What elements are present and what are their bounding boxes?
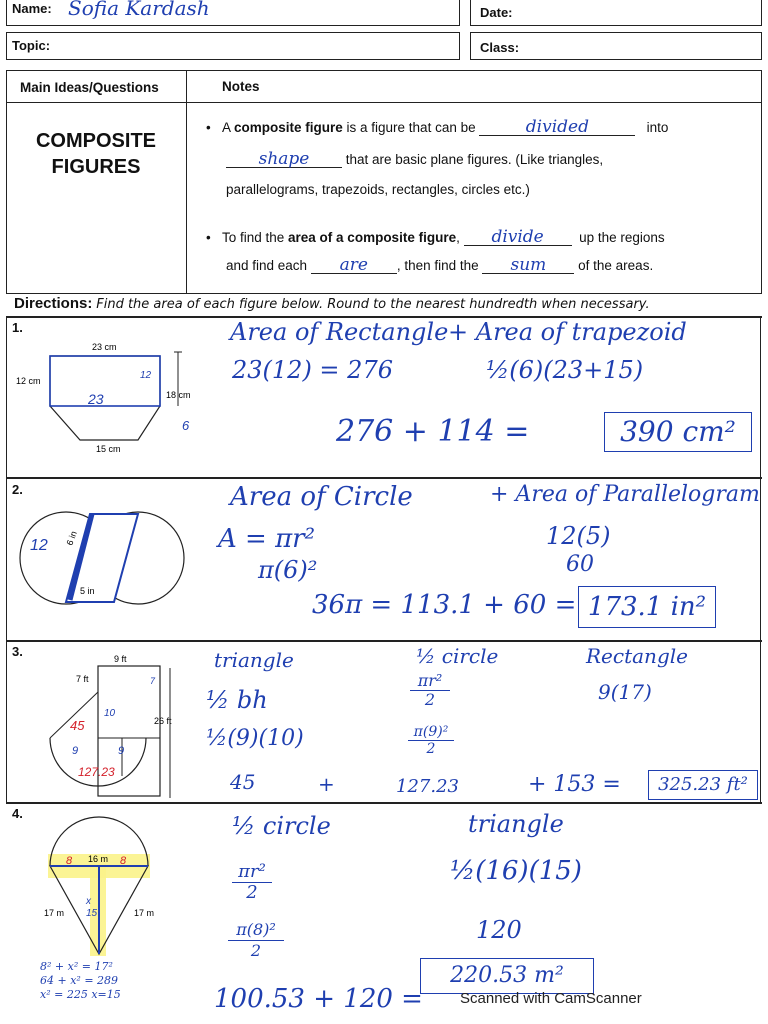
p3-hw9a: 9 [72, 745, 79, 757]
problem-4-number: 4. [12, 806, 23, 821]
p4-hw8a: 8 [66, 855, 73, 867]
p3-left-label: 7 ft [76, 674, 89, 684]
directions-text: Find the area of each figure below. Round to the nearest hundredth when necessary. [96, 297, 650, 312]
blank-divide: divide [464, 229, 572, 246]
p2-work-l1a: A = πr² [218, 524, 316, 554]
p3-work-h2: ½ circle [416, 644, 499, 668]
directions [14, 295, 650, 312]
p3-hw127: 127.23 [78, 765, 115, 779]
p2-work-l2b: 60 [566, 552, 594, 577]
divider-1-2 [6, 477, 762, 479]
p1-answer: 390 cm² [604, 412, 752, 452]
p3-work-c3: 127.23 [396, 776, 459, 797]
p2-work-l1b: 12(5) [546, 522, 611, 550]
p3-top-label: 9 ft [114, 654, 127, 664]
blank-divided: divided [479, 119, 635, 136]
p3-hw45: 45 [70, 718, 85, 733]
name-value: Sofia Kardash [68, 0, 210, 20]
p1-work-sum: 276 + 114 = [336, 414, 530, 449]
p1-work-l1a: 23(12) = 276 [232, 356, 393, 384]
p4-work-sum: 100.53 + 120 = [214, 984, 423, 1014]
p4-work-c1: πr² 2 [232, 862, 272, 903]
section-title-line1: COMPOSITE [35, 130, 156, 152]
p1-work-h2: + Area of trapezoid [448, 318, 687, 346]
p2-work-h1: Area of Circle [230, 482, 413, 512]
name-label: Name: [12, 1, 52, 16]
p3-work-plus: + [318, 772, 335, 796]
p4-hw15: 15 [86, 908, 98, 919]
problem-1-figure [10, 340, 210, 460]
right-border [760, 316, 761, 802]
p3-work-sum: + 153 = [528, 772, 621, 797]
problem-2-figure [10, 500, 210, 620]
p4-work-c2: π(8)² 2 [228, 920, 284, 961]
class-label: Class: [480, 40, 520, 55]
left-border [6, 316, 7, 802]
divider-3-4 [6, 802, 762, 804]
p2-work-h2: + Area of Parallelogram [490, 482, 760, 507]
p3-right-label: 26 ft [154, 716, 172, 726]
topic-box [6, 32, 460, 60]
p1-right-label: 18 cm [166, 390, 191, 400]
p1-bottom-label: 15 cm [96, 444, 121, 454]
p2-work-sum: 36π = 113.1 + 60 = [312, 590, 577, 620]
p2-hw12: 12 [30, 537, 48, 554]
p1-hw-side: 12 [140, 370, 152, 381]
p2-five-label: 5 in [80, 586, 95, 596]
blank-shape: shape [226, 151, 342, 168]
camscanner-watermark: Scanned with CamScanner [460, 990, 642, 1007]
section-title [6, 128, 186, 180]
topic-label: Topic: [12, 38, 51, 53]
p4-hw8b: 8 [120, 855, 127, 867]
notes-header: Notes [222, 79, 260, 94]
problem-3-figure [10, 650, 210, 800]
p1-hw-mid: 23 [88, 391, 104, 407]
p3-work-t1: ½ bh [206, 686, 268, 714]
p3-work-t3: 45 [230, 770, 256, 794]
p3-work-c2: π(9)² 2 [408, 724, 454, 757]
p4-work-h2: triangle [468, 810, 564, 838]
p4-hwx: x [86, 896, 91, 907]
problem-2-number: 2. [12, 482, 23, 497]
directions-label: Directions: [14, 295, 93, 312]
p3-work-c1: πr² 2 [410, 672, 450, 709]
p4-work-t1: ½(16)(15) [450, 856, 582, 886]
p4-top-label: 16 m [88, 854, 109, 864]
header-row-divider [6, 102, 762, 103]
p4-side-work: 8² + x² = 17² 64 + x² = 289 x² = 225 x=15 [40, 960, 121, 1001]
p4-work-t2: 120 [476, 916, 522, 944]
p3-work-h1: triangle [214, 648, 294, 672]
problem-3-number: 3. [12, 644, 23, 659]
p3-work-h3: Rectangle [586, 644, 688, 668]
note-bullet-1: • A composite figure is a figure that can be divided into shape that are basic plane figures. (Like triangles, parallelograms, trapezoids, rectangles, circles etc.) [206, 117, 669, 197]
divider-2-3 [6, 640, 762, 642]
p2-work-l2a: π(6)² [258, 556, 318, 584]
p4-answer: 220.53 m² [420, 958, 594, 994]
blank-sum: sum [482, 257, 574, 274]
p2-six-label: 6 in [64, 529, 79, 547]
p3-work-r1: 9(17) [598, 680, 652, 704]
date-box [470, 0, 762, 26]
p4-work-h1: ½ circle [232, 812, 331, 840]
p1-work-h1: Area of Rectangle [230, 318, 449, 346]
p1-hw-six: 6 [182, 418, 190, 433]
problem-1-number: 1. [12, 320, 23, 335]
main-ideas-header: Main Ideas/Questions [20, 80, 159, 95]
date-label: Date: [480, 5, 513, 20]
p1-left-label: 12 cm [16, 376, 41, 386]
p3-hw7: 7 [150, 676, 156, 686]
p2-answer: 173.1 in² [578, 586, 716, 628]
p3-hw10: 10 [104, 708, 116, 719]
p4-left-label: 17 m [44, 908, 65, 918]
column-divider [186, 70, 187, 294]
p3-answer: 325.23 ft² [648, 770, 758, 800]
p4-right-label: 17 m [134, 908, 155, 918]
p3-hw9b: 9 [118, 745, 125, 757]
p1-work-l1b: ½(6)(23+15) [486, 356, 644, 384]
blank-are: are [311, 257, 397, 274]
p3-work-t2: ½(9)(10) [206, 726, 304, 751]
p1-top-label: 23 cm [92, 342, 117, 352]
note-bullet-2: • To find the area of a composite figure, divide up the regions and find each are , then find the sum of the areas. [206, 227, 665, 275]
section-title-line2: FIGURES [51, 156, 141, 178]
